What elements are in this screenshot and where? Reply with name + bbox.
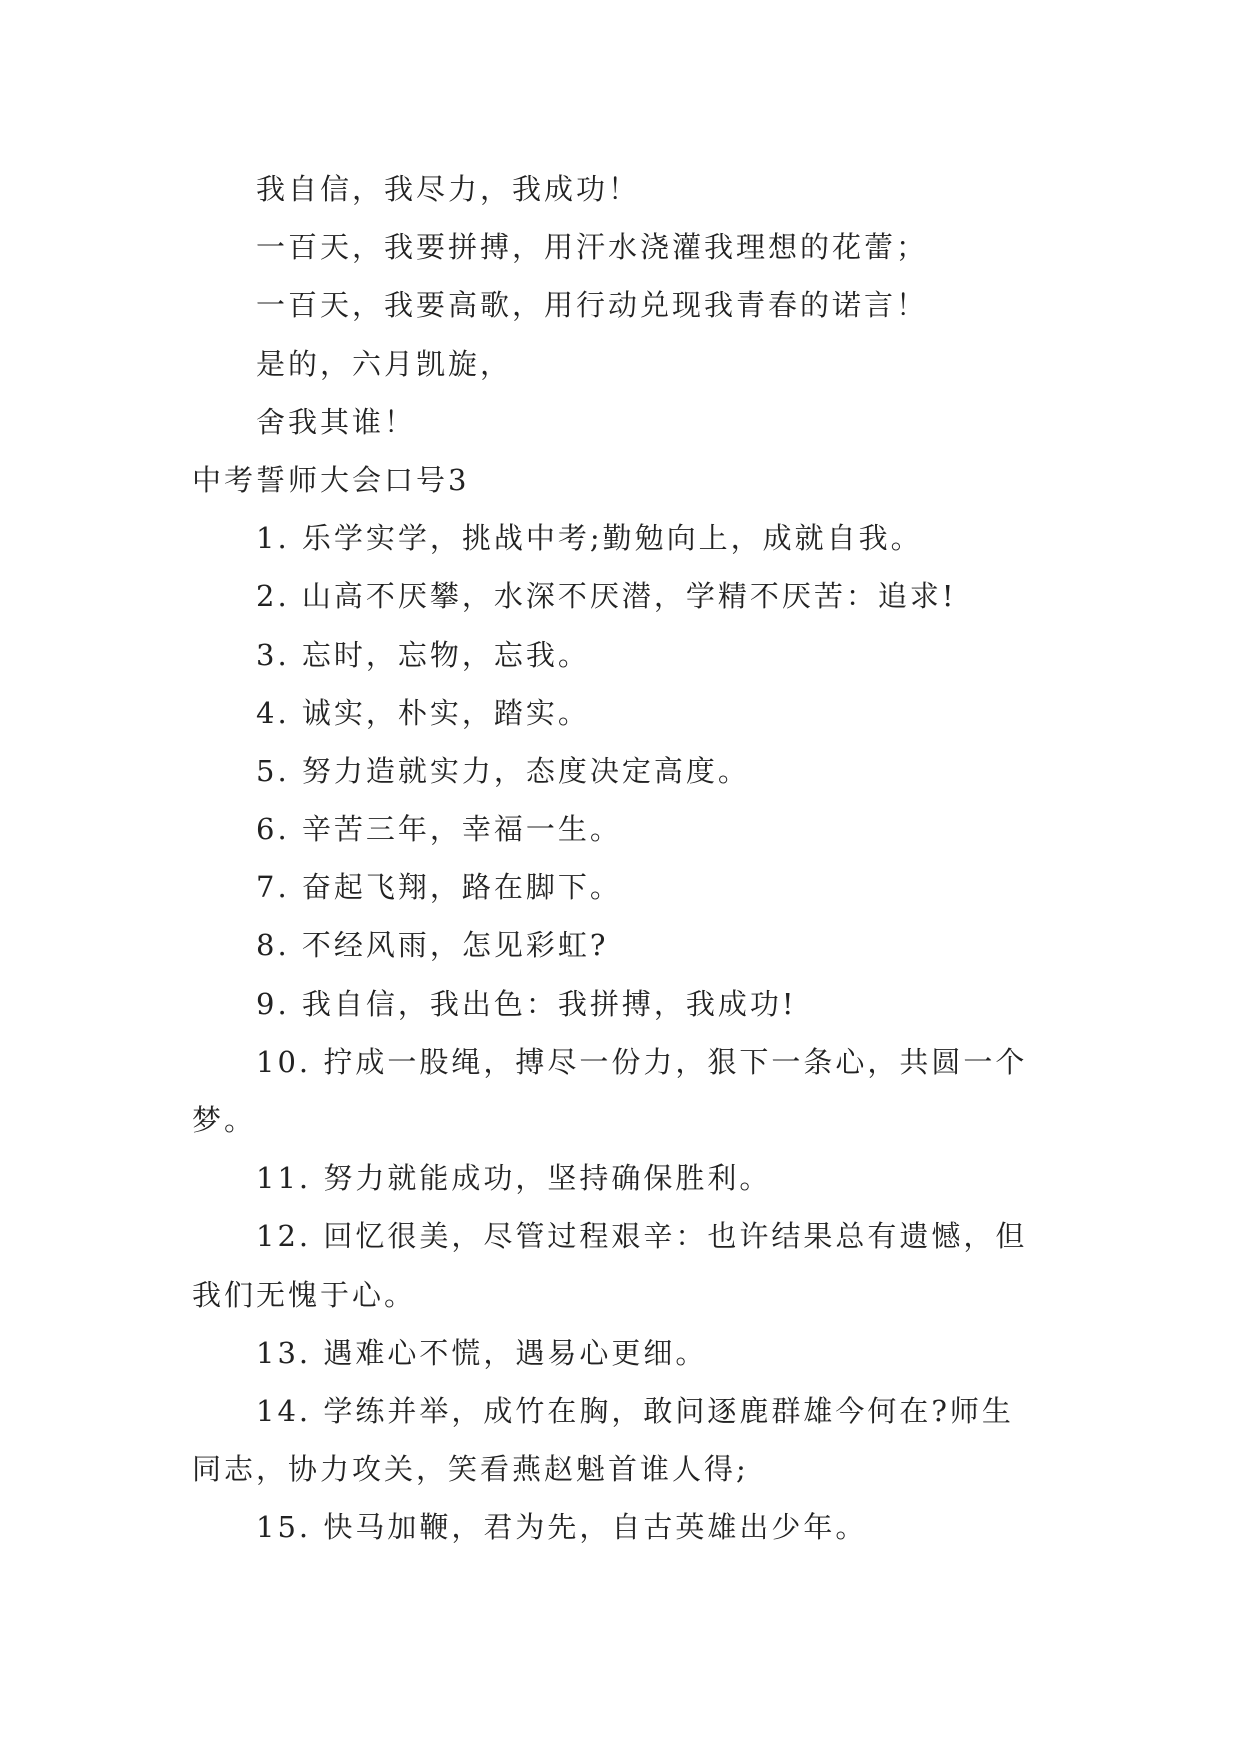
slogan-number: 2. [256,579,290,614]
slogan-item [192,916,1054,974]
slogan-number: 12. [256,1219,312,1254]
slogan-number: 9. [256,986,290,1021]
slogan-item [192,858,1054,916]
slogan-text: 山高不厌攀，水深不厌潜，学精不厌苦：追求! [301,579,957,614]
document-body [192,160,1054,1557]
slogan-number: 10. [256,1044,312,1079]
slogan-number: 6. [256,812,290,847]
slogan-continuation: 我们无愧于心。 [192,1277,417,1312]
slogan-number: 5. [256,753,290,788]
slogan-item [192,1498,1054,1556]
slogan-number: 11. [256,1161,312,1196]
slogan-continuation: 同志，协力攻关，笑看燕赵魁首谁人得; [192,1452,749,1487]
slogan-item [192,1324,1054,1382]
slogan-text: 努力造就实力，态度决定高度。 [301,753,750,788]
slogan-item [192,626,1054,684]
slogan-item [192,509,1054,567]
slogan-number: 13. [256,1335,312,1370]
slogan-text: 我自信，我出色：我拼搏，我成功! [301,986,797,1021]
slogan-item [192,742,1054,800]
intro-line: 舍我其谁！ [256,404,417,439]
slogan-item [192,1033,1054,1091]
slogan-text: 努力就能成功，坚持确保胜利。 [323,1161,772,1196]
slogan-text: 乐学实学，挑战中考;勤勉向上，成就自我。 [301,521,923,556]
slogan-item [192,800,1054,858]
slogan-number: 14. [256,1393,312,1428]
intro-line: 我自信，我尽力，我成功！ [256,172,641,206]
slogan-item [192,975,1054,1033]
slogan-item [192,1149,1054,1207]
slogan-text: 遇难心不慌，遇易心更细。 [323,1335,708,1370]
slogan-text: 快马加鞭，君为先，自古英雄出少年。 [323,1510,868,1545]
slogan-item [192,1382,1054,1440]
slogan-text: 回忆很美，尽管过程艰辛：也许结果总有遗憾，但 [323,1219,1028,1254]
slogan-continuation: 梦。 [192,1103,257,1137]
slogan-number: 8. [256,928,290,963]
slogan-text: 拧成一股绳，搏尽一份力，狠下一条心，共圆一个 [323,1044,1028,1079]
slogan-item [192,1207,1054,1265]
slogan-text: 诚实，朴实，踏实。 [301,695,590,730]
slogan-number: 7. [256,870,290,905]
slogan-item [192,567,1054,625]
slogan-number: 15. [256,1510,312,1545]
section-heading: 中考誓师大会口号3 [192,462,470,497]
intro-line: 一百天，我要高歌，用行动兑现我青春的诺言！ [256,288,929,323]
intro-line: 是的，六月凯旋， [256,346,513,381]
slogan-text: 辛苦三年，幸福一生。 [301,812,622,847]
intro-line: 一百天，我要拼搏，用汗水浇灌我理想的花蕾； [256,230,929,265]
slogan-number: 1. [256,521,290,556]
slogan-text: 忘时，忘物，忘我。 [301,637,590,672]
slogan-item [192,684,1054,742]
slogan-text: 不经风雨，怎见彩虹? [301,928,609,963]
slogan-number: 3. [256,637,290,672]
slogan-number: 4. [256,695,290,730]
slogan-text: 学练并举，成竹在胸，敢问逐鹿群雄今何在?师生 [323,1393,1014,1428]
slogan-text: 奋起飞翔，路在脚下。 [301,870,622,905]
